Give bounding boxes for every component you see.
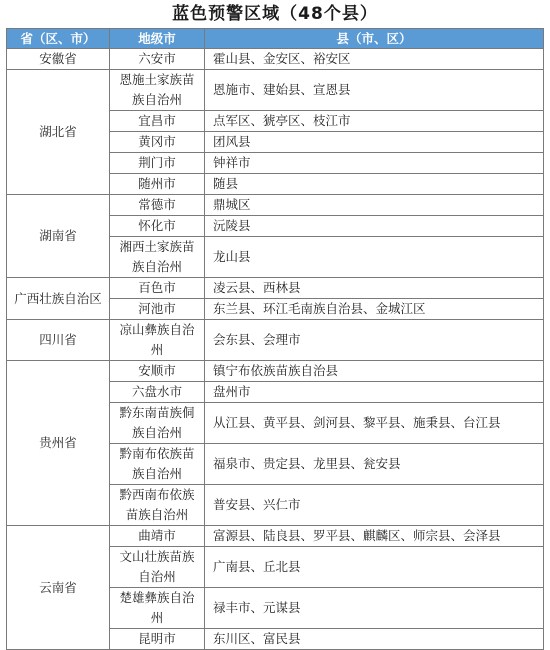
city-cell: 随州市 xyxy=(110,174,205,195)
warning-region-table xyxy=(6,28,544,650)
county-cell: 团风县 xyxy=(205,132,544,153)
county-cell: 霍山县、金安区、裕安区 xyxy=(205,49,544,70)
city-cell: 黄冈市 xyxy=(110,132,205,153)
county-cell: 禄丰市、元谋县 xyxy=(205,588,544,629)
county-cell: 恩施市、建始县、宣恩县 xyxy=(205,70,544,111)
city-cell: 荆门市 xyxy=(110,153,205,174)
city-cell: 六盘水市 xyxy=(110,382,205,403)
city-cell: 河池市 xyxy=(110,299,205,320)
province-cell: 云南省 xyxy=(7,526,110,650)
table-row xyxy=(7,195,544,216)
table-row xyxy=(7,70,544,111)
province-cell: 贵州省 xyxy=(7,361,110,526)
province-cell: 广西壮族自治区 xyxy=(7,278,110,320)
page-title: 蓝色预警区域（48个县） xyxy=(172,4,378,24)
city-cell: 昆明市 xyxy=(110,629,205,650)
county-cell: 鼎城区 xyxy=(205,195,544,216)
province-cell: 四川省 xyxy=(7,320,110,361)
city-cell: 凉山彝族自治州 xyxy=(110,320,205,361)
table-row xyxy=(7,361,544,382)
table-row xyxy=(7,526,544,547)
city-cell: 黔西南布依族苗族自治州 xyxy=(110,485,205,526)
city-cell: 百色市 xyxy=(110,278,205,299)
header-city: 地级市 xyxy=(110,29,205,49)
city-cell: 宜昌市 xyxy=(110,111,205,132)
county-cell: 从江县、黄平县、剑河县、黎平县、施秉县、台江县 xyxy=(205,403,544,444)
header-province: 省（区、市） xyxy=(7,29,110,49)
city-cell: 怀化市 xyxy=(110,216,205,237)
county-cell: 广南县、丘北县 xyxy=(205,547,544,588)
county-cell: 福泉市、贵定县、龙里县、瓮安县 xyxy=(205,444,544,485)
city-cell: 楚雄彝族自治州 xyxy=(110,588,205,629)
county-cell: 沅陵县 xyxy=(205,216,544,237)
city-cell: 文山壮族苗族自治州 xyxy=(110,547,205,588)
header-county: 县（市、区） xyxy=(205,29,544,49)
table-row xyxy=(7,278,544,299)
city-cell: 常德市 xyxy=(110,195,205,216)
city-cell: 黔东南苗族侗族自治州 xyxy=(110,403,205,444)
province-cell: 湖南省 xyxy=(7,195,110,278)
city-cell: 安顺市 xyxy=(110,361,205,382)
county-cell: 东兰县、环江毛南族自治县、金城江区 xyxy=(205,299,544,320)
city-cell: 黔南布依族苗族自治州 xyxy=(110,444,205,485)
city-cell: 六安市 xyxy=(110,49,205,70)
county-cell: 凌云县、西林县 xyxy=(205,278,544,299)
province-cell: 湖北省 xyxy=(7,70,110,195)
county-cell: 普安县、兴仁市 xyxy=(205,485,544,526)
county-cell: 镇宁布依族苗族自治县 xyxy=(205,361,544,382)
city-cell: 恩施土家族苗族自治州 xyxy=(110,70,205,111)
county-cell: 钟祥市 xyxy=(205,153,544,174)
province-cell: 安徽省 xyxy=(7,49,110,70)
county-cell: 盘州市 xyxy=(205,382,544,403)
city-cell: 湘西土家族苗族自治州 xyxy=(110,237,205,278)
table-row xyxy=(7,320,544,361)
county-cell: 点军区、猇亭区、枝江市 xyxy=(205,111,544,132)
county-cell: 会东县、会理市 xyxy=(205,320,544,361)
county-cell: 富源县、陆良县、罗平县、麒麟区、师宗县、会泽县 xyxy=(205,526,544,547)
table-header-row xyxy=(7,29,544,49)
county-cell: 随县 xyxy=(205,174,544,195)
table-row xyxy=(7,49,544,70)
county-cell: 龙山县 xyxy=(205,237,544,278)
city-cell: 曲靖市 xyxy=(110,526,205,547)
county-cell: 东川区、富民县 xyxy=(205,629,544,650)
